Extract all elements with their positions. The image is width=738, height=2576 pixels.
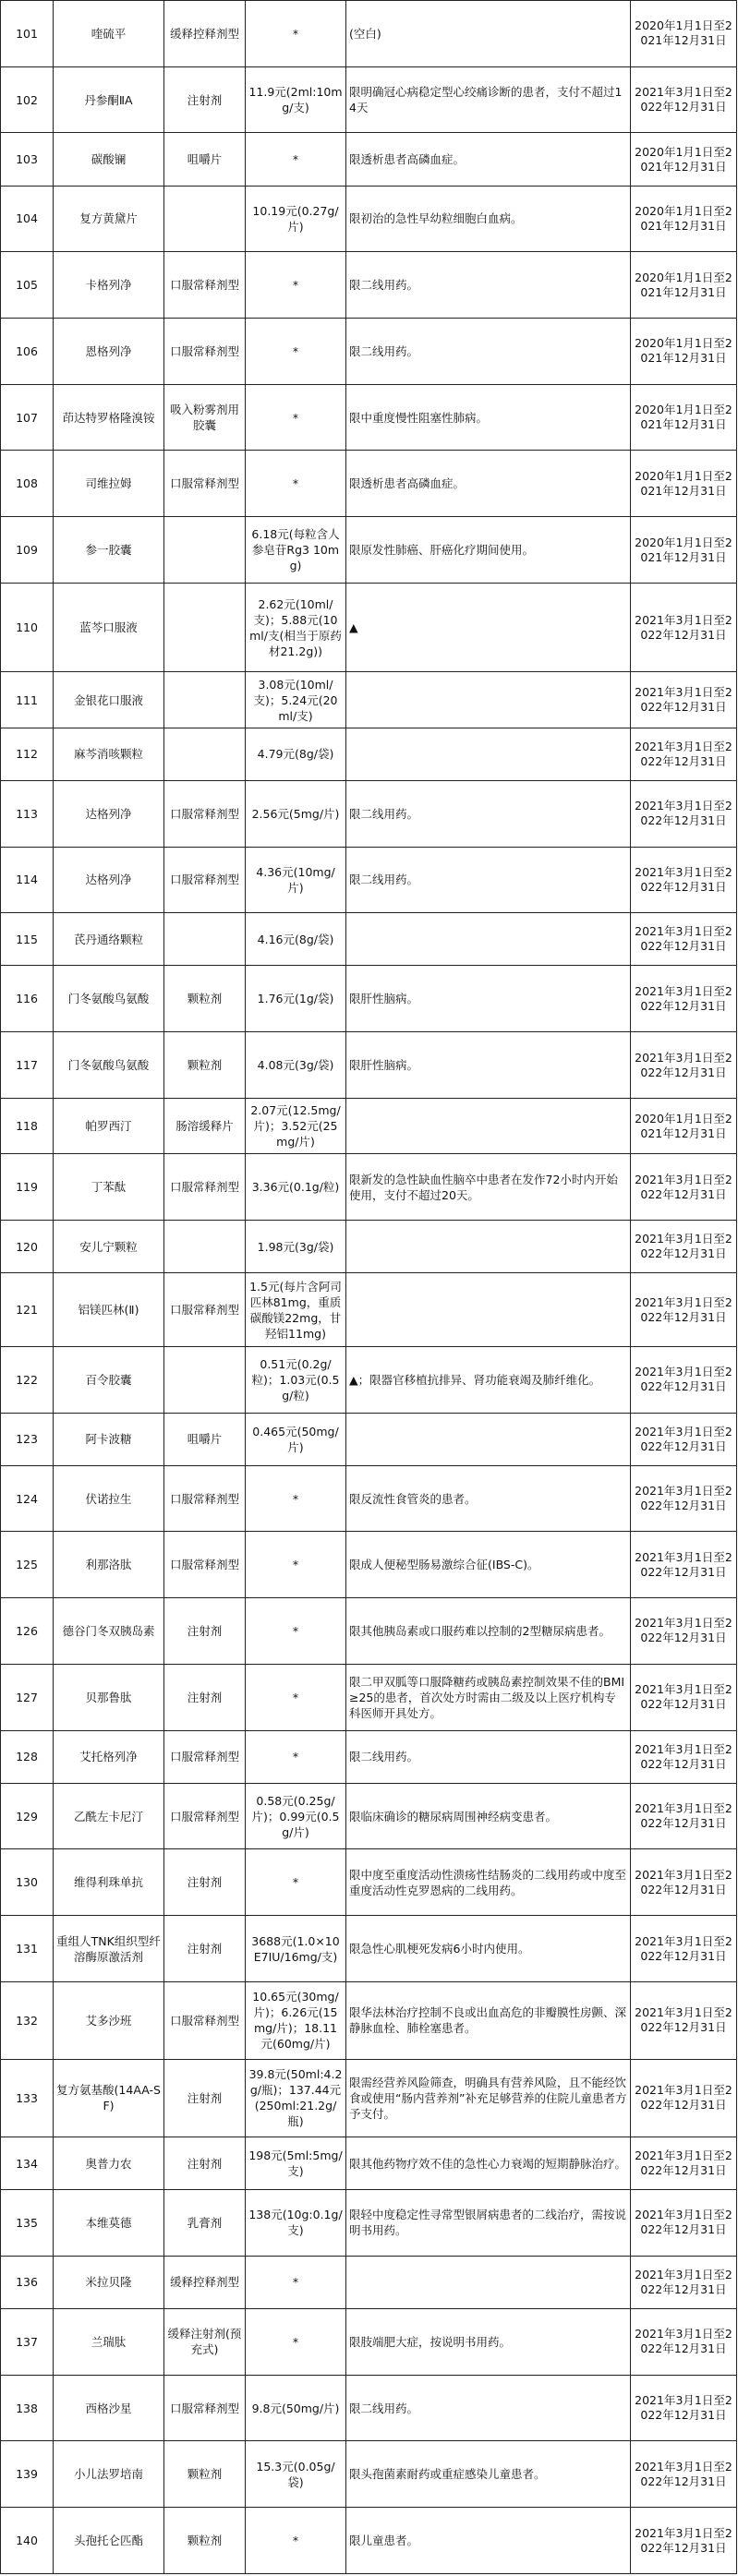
payment-restriction: 限明确冠心病稳定型心绞痛诊断的患者，支付不超过14天 bbox=[346, 66, 631, 133]
row-number: 137 bbox=[1, 2308, 54, 2375]
payment-restriction: ▲ bbox=[346, 583, 631, 671]
payment-restriction bbox=[346, 728, 631, 780]
table-row bbox=[1, 2137, 737, 2189]
row-number: 102 bbox=[1, 66, 54, 133]
table-row bbox=[1, 847, 737, 913]
drug-name: 艾托格列净 bbox=[54, 1730, 164, 1783]
payment-restriction: 限临床确诊的糖尿病周围神经病变患者。 bbox=[346, 1783, 631, 1849]
drug-table-body bbox=[1, 1, 737, 2574]
row-number: 135 bbox=[1, 2190, 54, 2257]
dosage-form: 口服常释剂型 bbox=[164, 252, 246, 319]
payment-restriction: 限中度至重度活动性溃疡性结肠炎的二线用药或中度至重度活动性克罗恩病的二线用药。 bbox=[346, 1849, 631, 1916]
agreement-period: 2020年1月1日至2021年12月31日 bbox=[631, 133, 737, 186]
agreement-period: 2021年3月1日至2022年12月31日 bbox=[631, 2308, 737, 2375]
payment-restriction: 限其他药物疗效不佳的急性心力衰竭的短期静脉治疗。 bbox=[346, 2137, 631, 2189]
table-row bbox=[1, 780, 737, 847]
dosage-form: 口服常释剂型 bbox=[164, 2375, 246, 2441]
drug-name: 维得利珠单抗 bbox=[54, 1849, 164, 1916]
table-row bbox=[1, 2059, 737, 2137]
dosage-form: 口服常释剂型 bbox=[164, 1154, 246, 1221]
payment-restriction: 限原发性肺癌、肝癌化疗期间使用。 bbox=[346, 517, 631, 584]
payment-standard: * bbox=[246, 1598, 346, 1665]
payment-standard: 2.62元(10ml/支)；5.88元(10ml/支(相当于原药材21.2g)) bbox=[246, 583, 346, 671]
dosage-form bbox=[164, 913, 246, 966]
payment-standard: * bbox=[246, 2256, 346, 2308]
agreement-period: 2021年3月1日至2022年12月31日 bbox=[631, 1346, 737, 1413]
drug-name: 奥普力农 bbox=[54, 2137, 164, 2189]
payment-restriction: (空白) bbox=[346, 1, 631, 67]
drug-name: 金银花口服液 bbox=[54, 672, 164, 728]
row-number: 121 bbox=[1, 1273, 54, 1347]
payment-restriction bbox=[346, 672, 631, 728]
table-row bbox=[1, 583, 737, 671]
payment-standard: * bbox=[246, 1532, 346, 1598]
table-row bbox=[1, 1664, 737, 1730]
payment-restriction: 限二线用药。 bbox=[346, 780, 631, 847]
row-number: 124 bbox=[1, 1465, 54, 1532]
payment-standard: 1.98元(3g/袋) bbox=[246, 1221, 346, 1273]
drug-name: 小儿法罗培南 bbox=[54, 2441, 164, 2508]
payment-standard: * bbox=[246, 451, 346, 517]
drug-name: 复方黄黛片 bbox=[54, 186, 164, 252]
table-row bbox=[1, 1849, 737, 1916]
dosage-form bbox=[164, 1221, 246, 1273]
payment-restriction: 限二线用药。 bbox=[346, 2375, 631, 2441]
payment-standard: 0.465元(50mg/片) bbox=[246, 1413, 346, 1465]
payment-standard: 10.65元(30mg/片)；6.26元(15mg/片)；18.11元(60mg/片) bbox=[246, 1981, 346, 2059]
row-number: 140 bbox=[1, 2508, 54, 2574]
table-row bbox=[1, 1221, 737, 1273]
payment-standard: 4.08元(3g/袋) bbox=[246, 1032, 346, 1099]
dosage-form bbox=[164, 517, 246, 584]
agreement-period: 2021年3月1日至2022年12月31日 bbox=[631, 66, 737, 133]
payment-standard: 4.79元(8g/袋) bbox=[246, 728, 346, 780]
table-row bbox=[1, 2256, 737, 2308]
dosage-form: 咀嚼片 bbox=[164, 1413, 246, 1465]
table-row bbox=[1, 672, 737, 728]
table-row bbox=[1, 1032, 737, 1099]
table-row bbox=[1, 319, 737, 385]
drug-name: 门冬氨酸鸟氨酸 bbox=[54, 1032, 164, 1099]
agreement-period: 2021年3月1日至2022年12月31日 bbox=[631, 966, 737, 1032]
row-number: 118 bbox=[1, 1098, 54, 1154]
table-row bbox=[1, 186, 737, 252]
drug-name: 门冬氨酸鸟氨酸 bbox=[54, 966, 164, 1032]
payment-standard: 1.76元(1g/袋) bbox=[246, 966, 346, 1032]
agreement-period: 2020年1月1日至2021年12月31日 bbox=[631, 252, 737, 319]
dosage-form: 缓释注射剂(预充式) bbox=[164, 2308, 246, 2375]
row-number: 116 bbox=[1, 966, 54, 1032]
dosage-form bbox=[164, 1346, 246, 1413]
table-row bbox=[1, 252, 737, 319]
agreement-period: 2020年1月1日至2021年12月31日 bbox=[631, 1, 737, 67]
agreement-period: 2021年3月1日至2022年12月31日 bbox=[631, 672, 737, 728]
payment-standard: 3688元(1.0×10E7IU/16mg/支) bbox=[246, 1916, 346, 1982]
payment-restriction: 限透析患者高磷血症。 bbox=[346, 451, 631, 517]
dosage-form: 颗粒剂 bbox=[164, 966, 246, 1032]
table-row bbox=[1, 728, 737, 780]
payment-restriction bbox=[346, 1413, 631, 1465]
payment-standard: 0.58元(0.25g/片)；0.99元(0.5g/片) bbox=[246, 1783, 346, 1849]
row-number: 115 bbox=[1, 913, 54, 966]
dosage-form: 吸入粉雾剂用胶囊 bbox=[164, 384, 246, 451]
payment-standard: * bbox=[246, 1465, 346, 1532]
table-row bbox=[1, 1346, 737, 1413]
row-number: 120 bbox=[1, 1221, 54, 1273]
agreement-period: 2021年3月1日至2022年12月31日 bbox=[631, 2137, 737, 2189]
payment-standard: * bbox=[246, 2508, 346, 2574]
table-row bbox=[1, 2441, 737, 2508]
payment-standard: 15.3元(0.05g/袋) bbox=[246, 2441, 346, 2508]
payment-standard: 3.08元(10ml/支)；5.24元(20ml/支) bbox=[246, 672, 346, 728]
payment-restriction: 限初治的急性早幼粒细胞白血病。 bbox=[346, 186, 631, 252]
agreement-period: 2021年3月1日至2022年12月31日 bbox=[631, 2508, 737, 2574]
table-row bbox=[1, 1730, 737, 1783]
drug-name: 达格列净 bbox=[54, 847, 164, 913]
payment-standard: * bbox=[246, 1730, 346, 1783]
table-row bbox=[1, 1154, 737, 1221]
payment-standard: 9.8元(50mg/片) bbox=[246, 2375, 346, 2441]
dosage-form: 口服常释剂型 bbox=[164, 1981, 246, 2059]
drug-name: 恩格列净 bbox=[54, 319, 164, 385]
agreement-period: 2021年3月1日至2022年12月31日 bbox=[631, 583, 737, 671]
payment-restriction: 限二线用药。 bbox=[346, 1730, 631, 1783]
payment-restriction bbox=[346, 2256, 631, 2308]
row-number: 123 bbox=[1, 1413, 54, 1465]
agreement-period: 2020年1月1日至2021年12月31日 bbox=[631, 186, 737, 252]
row-number: 139 bbox=[1, 2441, 54, 2508]
row-number: 113 bbox=[1, 780, 54, 847]
drug-name: 铝镁匹林(Ⅱ) bbox=[54, 1273, 164, 1347]
payment-restriction: 限需经营养风险筛查，明确具有营养风险，且不能经饮食或使用“肠内营养剂”补充足够营养的住院儿童患者方予支付。 bbox=[346, 2059, 631, 2137]
payment-standard: 2.07元(12.5mg/片)；3.52元(25mg/片) bbox=[246, 1098, 346, 1154]
payment-standard: * bbox=[246, 133, 346, 186]
agreement-period: 2021年3月1日至2022年12月31日 bbox=[631, 913, 737, 966]
dosage-form: 口服常释剂型 bbox=[164, 847, 246, 913]
row-number: 132 bbox=[1, 1981, 54, 2059]
payment-standard: 4.36元(10mg/片) bbox=[246, 847, 346, 913]
dosage-form: 口服常释剂型 bbox=[164, 1465, 246, 1532]
drug-name: 丁苯酞 bbox=[54, 1154, 164, 1221]
row-number: 138 bbox=[1, 2375, 54, 2441]
row-number: 108 bbox=[1, 451, 54, 517]
table-row bbox=[1, 1413, 737, 1465]
table-row bbox=[1, 913, 737, 966]
dosage-form: 口服常释剂型 bbox=[164, 1730, 246, 1783]
drug-name: 头孢托仑匹酯 bbox=[54, 2508, 164, 2574]
dosage-form: 缓释控释剂型 bbox=[164, 2256, 246, 2308]
table-row bbox=[1, 1273, 737, 1347]
drug-name: 安儿宁颗粒 bbox=[54, 1221, 164, 1273]
dosage-form bbox=[164, 672, 246, 728]
payment-restriction bbox=[346, 1221, 631, 1273]
agreement-period: 2020年1月1日至2021年12月31日 bbox=[631, 451, 737, 517]
payment-restriction: 限儿童患者。 bbox=[346, 2508, 631, 2574]
payment-standard: 10.19元(0.27g/片) bbox=[246, 186, 346, 252]
row-number: 129 bbox=[1, 1783, 54, 1849]
drug-name: 达格列净 bbox=[54, 780, 164, 847]
payment-restriction: 限二线用药。 bbox=[346, 847, 631, 913]
payment-restriction bbox=[346, 913, 631, 966]
payment-standard: * bbox=[246, 1849, 346, 1916]
row-number: 101 bbox=[1, 1, 54, 67]
drug-name: 茚达特罗格隆溴铵 bbox=[54, 384, 164, 451]
dosage-form: 口服常释剂型 bbox=[164, 780, 246, 847]
table-row bbox=[1, 1532, 737, 1598]
payment-standard: * bbox=[246, 1664, 346, 1730]
row-number: 119 bbox=[1, 1154, 54, 1221]
agreement-period: 2021年3月1日至2022年12月31日 bbox=[631, 2441, 737, 2508]
table-row bbox=[1, 1465, 737, 1532]
table-row bbox=[1, 2508, 737, 2574]
payment-restriction: 限急性心肌梗死发病6小时内使用。 bbox=[346, 1916, 631, 1982]
drug-name: 碳酸镧 bbox=[54, 133, 164, 186]
payment-standard: * bbox=[246, 1, 346, 67]
row-number: 112 bbox=[1, 728, 54, 780]
drug-name: 米拉贝隆 bbox=[54, 2256, 164, 2308]
dosage-form bbox=[164, 186, 246, 252]
drug-name: 丹参酮ⅡA bbox=[54, 66, 164, 133]
agreement-period: 2020年1月1日至2021年12月31日 bbox=[631, 517, 737, 584]
drug-name: 乙酰左卡尼汀 bbox=[54, 1783, 164, 1849]
agreement-period: 2021年3月1日至2022年12月31日 bbox=[631, 1465, 737, 1532]
dosage-form: 口服常释剂型 bbox=[164, 451, 246, 517]
row-number: 130 bbox=[1, 1849, 54, 1916]
table-row bbox=[1, 66, 737, 133]
agreement-period: 2021年3月1日至2022年12月31日 bbox=[631, 1598, 737, 1665]
payment-standard: 4.16元(8g/袋) bbox=[246, 913, 346, 966]
drug-name: 贝那鲁肽 bbox=[54, 1664, 164, 1730]
row-number: 117 bbox=[1, 1032, 54, 1099]
agreement-period: 2021年3月1日至2022年12月31日 bbox=[631, 1221, 737, 1273]
drug-name: 德谷门冬双胰岛素 bbox=[54, 1598, 164, 1665]
drug-name: 帕罗西汀 bbox=[54, 1098, 164, 1154]
row-number: 125 bbox=[1, 1532, 54, 1598]
row-number: 114 bbox=[1, 847, 54, 913]
agreement-period: 2020年1月1日至2021年12月31日 bbox=[631, 1098, 737, 1154]
row-number: 109 bbox=[1, 517, 54, 584]
payment-restriction bbox=[346, 1098, 631, 1154]
dosage-form: 注射剂 bbox=[164, 1598, 246, 1665]
drug-name: 重组人TNK组织型纤溶酶原激活剂 bbox=[54, 1916, 164, 1982]
table-row bbox=[1, 451, 737, 517]
payment-standard: * bbox=[246, 384, 346, 451]
dosage-form: 注射剂 bbox=[164, 1664, 246, 1730]
agreement-period: 2021年3月1日至2022年12月31日 bbox=[631, 1413, 737, 1465]
agreement-period: 2021年3月1日至2022年12月31日 bbox=[631, 1916, 737, 1982]
row-number: 105 bbox=[1, 252, 54, 319]
drug-name: 蓝芩口服液 bbox=[54, 583, 164, 671]
agreement-period: 2021年3月1日至2022年12月31日 bbox=[631, 728, 737, 780]
drug-name: 参一胶囊 bbox=[54, 517, 164, 584]
row-number: 104 bbox=[1, 186, 54, 252]
dosage-form: 注射剂 bbox=[164, 1916, 246, 1982]
drug-name: 阿卡波糖 bbox=[54, 1413, 164, 1465]
drug-name: 复方氨基酸(14AA-SF) bbox=[54, 2059, 164, 2137]
payment-standard: 2.56元(5mg/片) bbox=[246, 780, 346, 847]
agreement-period: 2021年3月1日至2022年12月31日 bbox=[631, 847, 737, 913]
drug-name: 伏诺拉生 bbox=[54, 1465, 164, 1532]
dosage-form: 注射剂 bbox=[164, 2137, 246, 2189]
row-number: 131 bbox=[1, 1916, 54, 1982]
dosage-form: 乳膏剂 bbox=[164, 2190, 246, 2257]
agreement-period: 2021年3月1日至2022年12月31日 bbox=[631, 2375, 737, 2441]
table-row bbox=[1, 517, 737, 584]
payment-restriction: 限头孢菌素耐药或重症感染儿童患者。 bbox=[346, 2441, 631, 2508]
row-number: 110 bbox=[1, 583, 54, 671]
table-row bbox=[1, 1098, 737, 1154]
drug-name: 百令胶囊 bbox=[54, 1346, 164, 1413]
dosage-form: 颗粒剂 bbox=[164, 1032, 246, 1099]
agreement-period: 2021年3月1日至2022年12月31日 bbox=[631, 2059, 737, 2137]
drug-name: 麻芩消咳颗粒 bbox=[54, 728, 164, 780]
dosage-form: 颗粒剂 bbox=[164, 2508, 246, 2574]
payment-restriction: 限其他胰岛素或口服药难以控制的2型糖尿病患者。 bbox=[346, 1598, 631, 1665]
dosage-form: 注射剂 bbox=[164, 2059, 246, 2137]
payment-restriction bbox=[346, 1273, 631, 1347]
dosage-form: 口服常释剂型 bbox=[164, 319, 246, 385]
row-number: 107 bbox=[1, 384, 54, 451]
drug-name: 兰瑞肽 bbox=[54, 2308, 164, 2375]
payment-standard: 138元(10g:0.1g/支) bbox=[246, 2190, 346, 2257]
payment-restriction: 限二甲双胍等口服降糖药或胰岛素控制效果不佳的BMI≥25的患者，首次处方时需由二级及以上医疗机构专科医师开具处方。 bbox=[346, 1664, 631, 1730]
payment-restriction: 限肝性脑病。 bbox=[346, 1032, 631, 1099]
payment-restriction: 限轻中度稳定性寻常型银屑病患者的二线治疗，需按说明书用药。 bbox=[346, 2190, 631, 2257]
table-row bbox=[1, 966, 737, 1032]
payment-restriction: 限反流性食管炎的患者。 bbox=[346, 1465, 631, 1532]
agreement-period: 2021年3月1日至2022年12月31日 bbox=[631, 1664, 737, 1730]
payment-standard: 6.18元(每粒含人参皂苷Rg3 10mg) bbox=[246, 517, 346, 584]
payment-restriction: 限二线用药。 bbox=[346, 319, 631, 385]
agreement-period: 2021年3月1日至2022年12月31日 bbox=[631, 780, 737, 847]
dosage-form bbox=[164, 728, 246, 780]
drug-name: 司维拉姆 bbox=[54, 451, 164, 517]
row-number: 128 bbox=[1, 1730, 54, 1783]
payment-restriction: 限透析患者高磷血症。 bbox=[346, 133, 631, 186]
agreement-period: 2021年3月1日至2022年12月31日 bbox=[631, 1032, 737, 1099]
drug-name: 本维莫德 bbox=[54, 2190, 164, 2257]
payment-standard: 39.8元(50ml:4.2g/瓶)；137.44元(250ml:21.2g/瓶) bbox=[246, 2059, 346, 2137]
table-row bbox=[1, 1783, 737, 1849]
row-number: 133 bbox=[1, 2059, 54, 2137]
dosage-form: 注射剂 bbox=[164, 1849, 246, 1916]
agreement-period: 2021年3月1日至2022年12月31日 bbox=[631, 1154, 737, 1221]
row-number: 111 bbox=[1, 672, 54, 728]
table-row bbox=[1, 2375, 737, 2441]
dosage-form: 口服常释剂型 bbox=[164, 1783, 246, 1849]
payment-standard: * bbox=[246, 252, 346, 319]
payment-restriction: 限肢端肥大症，按说明书用药。 bbox=[346, 2308, 631, 2375]
payment-restriction: 限二线用药。 bbox=[346, 252, 631, 319]
table-row bbox=[1, 1916, 737, 1982]
row-number: 106 bbox=[1, 319, 54, 385]
payment-standard: 1.5元(每片含阿司匹林81mg，重质碳酸镁22mg，甘羟铝11mg) bbox=[246, 1273, 346, 1347]
table-row bbox=[1, 133, 737, 186]
payment-restriction: 限新发的急性缺血性脑卒中患者在发作72小时内开始使用，支付不超过20天。 bbox=[346, 1154, 631, 1221]
dosage-form: 咀嚼片 bbox=[164, 133, 246, 186]
agreement-period: 2021年3月1日至2022年12月31日 bbox=[631, 1849, 737, 1916]
dosage-form: 肠溶缓释片 bbox=[164, 1098, 246, 1154]
agreement-period: 2020年1月1日至2021年12月31日 bbox=[631, 384, 737, 451]
row-number: 136 bbox=[1, 2256, 54, 2308]
payment-standard: * bbox=[246, 319, 346, 385]
agreement-period: 2021年3月1日至2022年12月31日 bbox=[631, 1532, 737, 1598]
payment-standard: * bbox=[246, 2308, 346, 2375]
row-number: 103 bbox=[1, 133, 54, 186]
payment-restriction: 限肝性脑病。 bbox=[346, 966, 631, 1032]
drug-name: 喹硫平 bbox=[54, 1, 164, 67]
table-row bbox=[1, 1981, 737, 2059]
payment-restriction: 限中重度慢性阻塞性肺病。 bbox=[346, 384, 631, 451]
row-number: 122 bbox=[1, 1346, 54, 1413]
row-number: 126 bbox=[1, 1598, 54, 1665]
dosage-form: 口服常释剂型 bbox=[164, 1532, 246, 1598]
dosage-form: 缓释控释剂型 bbox=[164, 1, 246, 67]
agreement-period: 2021年3月1日至2022年12月31日 bbox=[631, 1981, 737, 2059]
payment-restriction: 限华法林治疗控制不良或出血高危的非瓣膜性房颤、深静脉血栓、肺栓塞患者。 bbox=[346, 1981, 631, 2059]
agreement-period: 2020年1月1日至2021年12月31日 bbox=[631, 319, 737, 385]
drug-name: 芪丹通络颗粒 bbox=[54, 913, 164, 966]
row-number: 127 bbox=[1, 1664, 54, 1730]
dosage-form: 口服常释剂型 bbox=[164, 1273, 246, 1347]
agreement-period: 2021年3月1日至2022年12月31日 bbox=[631, 2256, 737, 2308]
agreement-period: 2021年3月1日至2022年12月31日 bbox=[631, 1730, 737, 1783]
drug-name: 西格沙星 bbox=[54, 2375, 164, 2441]
payment-standard: 3.36元(0.1g/粒) bbox=[246, 1154, 346, 1221]
dosage-form bbox=[164, 583, 246, 671]
payment-restriction: ▲；限器官移植抗排异、肾功能衰竭及肺纤维化。 bbox=[346, 1346, 631, 1413]
table-row bbox=[1, 384, 737, 451]
drug-name: 卡格列净 bbox=[54, 252, 164, 319]
agreement-period: 2021年3月1日至2022年12月31日 bbox=[631, 2190, 737, 2257]
payment-standard: 0.51元(0.2g/粒)；1.03元(0.5g/粒) bbox=[246, 1346, 346, 1413]
drug-name: 艾多沙班 bbox=[54, 1981, 164, 2059]
dosage-form: 注射剂 bbox=[164, 66, 246, 133]
table-row bbox=[1, 2190, 737, 2257]
drug-name: 利那洛肽 bbox=[54, 1532, 164, 1598]
agreement-period: 2021年3月1日至2022年12月31日 bbox=[631, 1783, 737, 1849]
row-number: 134 bbox=[1, 2137, 54, 2189]
table-row bbox=[1, 1, 737, 67]
agreement-period: 2021年3月1日至2022年12月31日 bbox=[631, 1273, 737, 1347]
table-row bbox=[1, 1598, 737, 1665]
table-row bbox=[1, 2308, 737, 2375]
payment-standard: 11.9元(2ml:10mg/支) bbox=[246, 66, 346, 133]
dosage-form: 颗粒剂 bbox=[164, 2441, 246, 2508]
payment-restriction: 限成人便秘型肠易激综合征(IBS-C)。 bbox=[346, 1532, 631, 1598]
payment-standard: 198元(5ml:5mg/支) bbox=[246, 2137, 346, 2189]
